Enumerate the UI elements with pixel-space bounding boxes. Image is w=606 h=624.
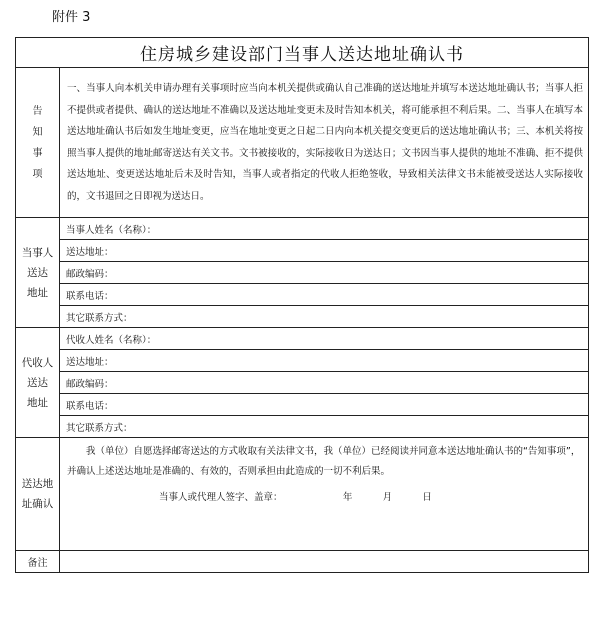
party-name-field[interactable]: 当事人姓名（名称）： [60, 218, 589, 240]
notice-text: 一、当事人向本机关申请办理有关事项时应当向本机关提供或确认自己准确的送达地址并填写本送达地址确认书；当事人拒不提供或者提供、确认的送达地址不准确以及送达地址变更未及时告知本机关，将可能承担不利后果。二、当事人在填写本送达地址确认书后如发生地址变更，应当在地址变更之日起二日内向本机关提交变更后的送达地址确认书；三、本机关将按照当事人提供的地址邮寄送达有关文书。文书被接收的，实际接收日为送达日；文书因当事人提供的地址不准确、拒不提供送达地址、变更送达地址后未及时告知，当事人或者指定的代收人拒绝签收，导致相关法律文书未能被受送达人实际接收的，文书退回之日即视为送达日。 [60, 68, 589, 218]
confirm-section-label [16, 438, 60, 551]
confirm-label-line: 送达地 [21, 478, 54, 490]
agent-name-field[interactable]: 代收人姓名（名称）： [60, 328, 589, 350]
agent-postcode-field[interactable]: 邮政编码： [60, 372, 589, 394]
party-label-line: 地址 [27, 286, 48, 299]
party-address-field[interactable]: 送达地址： [60, 240, 589, 262]
party-other-contact-field[interactable]: 其它联系方式： [60, 306, 589, 328]
notice-label-char: 知 [32, 126, 43, 138]
agent-section-label [16, 328, 60, 438]
party-phone-field[interactable]: 联系电话： [60, 284, 589, 306]
day-label: 日 [422, 492, 432, 503]
signature-label: 当事人或代理人签字、盖章： [159, 492, 283, 503]
agent-label-line: 送达 [27, 376, 48, 389]
party-postcode-field[interactable]: 邮政编码： [60, 262, 589, 284]
agent-address-field[interactable]: 送达地址： [60, 350, 589, 372]
remark-label: 备注 [16, 551, 60, 573]
agent-other-contact-field[interactable]: 其它联系方式： [60, 416, 589, 438]
notice-label [16, 68, 60, 218]
month-label: 月 [382, 492, 393, 503]
party-label-line: 当事人 [21, 246, 54, 259]
form-title: 住房城乡建设部门当事人送达地址确认书 [16, 38, 589, 68]
remark-field[interactable] [60, 551, 589, 573]
attachment-label: 附件 3 [52, 10, 91, 25]
agent-phone-field[interactable]: 联系电话： [60, 394, 589, 416]
confirm-label-line: 址确认 [21, 498, 54, 510]
address-confirmation-form [15, 37, 589, 573]
party-label-line: 送达 [27, 266, 48, 279]
confirm-area[interactable] [60, 438, 589, 551]
agent-label-line: 代收人 [21, 356, 54, 369]
year-label: 年 [342, 492, 353, 503]
signature-line [67, 488, 582, 508]
agent-label-line: 地址 [27, 396, 48, 409]
notice-label-char: 告 [32, 105, 43, 117]
notice-label-char: 事 [32, 147, 43, 159]
notice-label-char: 项 [32, 168, 43, 180]
party-section-label [16, 218, 60, 328]
confirm-statement: 我（单位）自愿选择邮寄送达的方式收取有关法律文书，我（单位）已经阅读并同意本送达地址确认书的“告知事项”，并确认上述送达地址是准确的、有效的，否则承担由此造成的一切不利后果。 [67, 446, 581, 477]
